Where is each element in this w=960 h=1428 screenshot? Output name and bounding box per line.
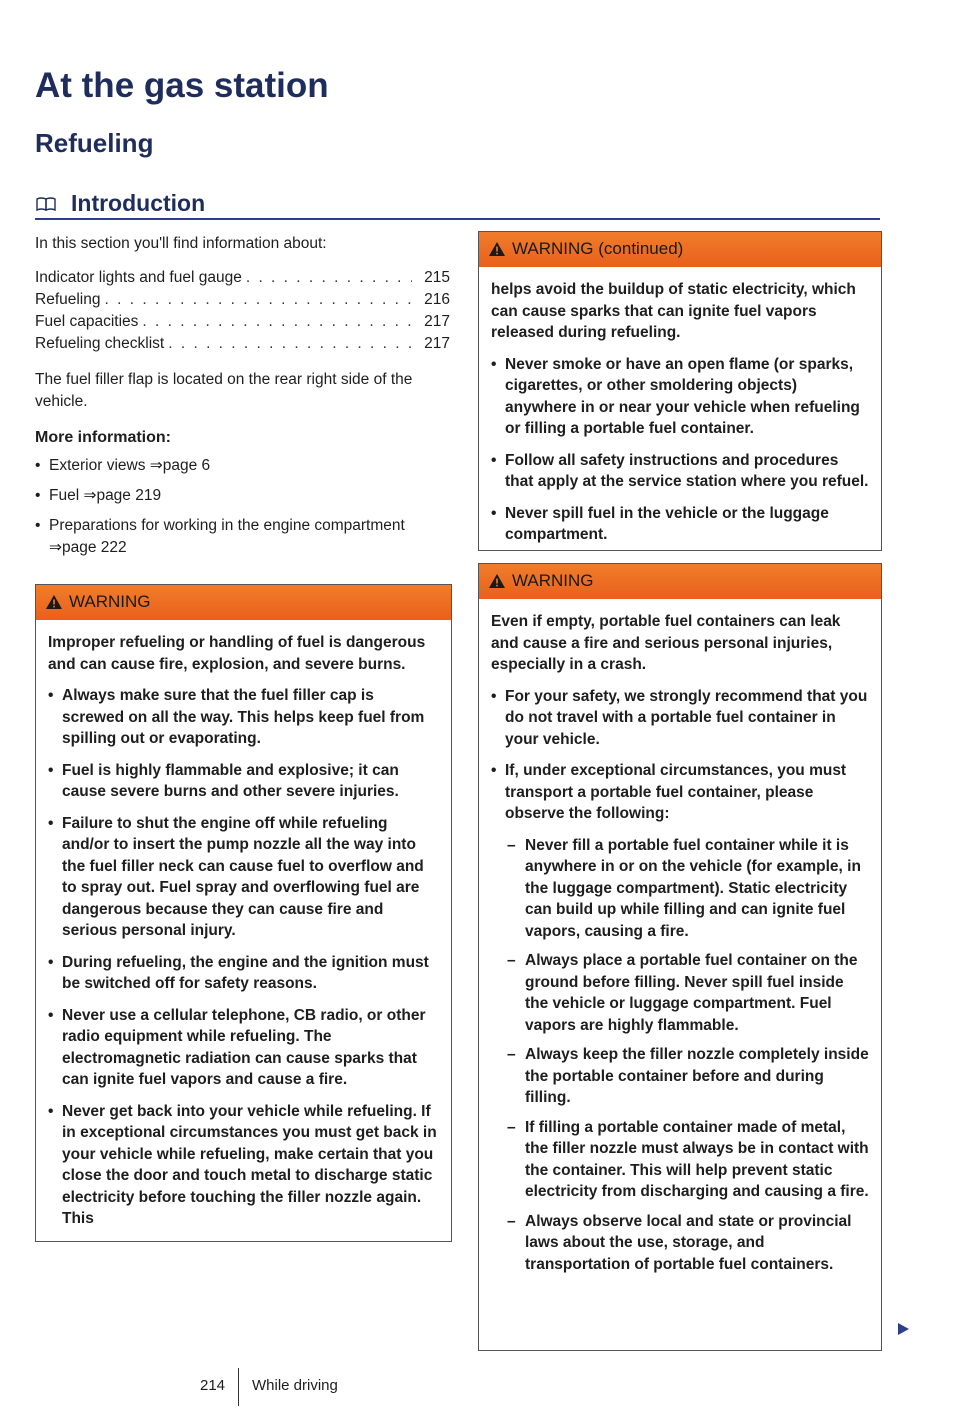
list-item: – If filling a portable container made of metal, the filler nozzle must always be in contact with the container. This will help prevent static electricity from discharging and causing a fire. xyxy=(505,1117,869,1203)
list-item: • Never smoke or have an open flame (or sparks, cigarettes, or other smoldering objects) anywhere in or near your vehicle when refueling or filling a portable fuel container. xyxy=(491,354,869,440)
flap-note: The fuel filler flap is located on the rear right side of the vehicle. xyxy=(35,371,413,410)
warning-lead: helps avoid the buildup of static electricity, which can cause sparks that can ignite fuel vapors released during refueling. xyxy=(491,281,856,341)
warning-box-portable-containers xyxy=(478,563,882,1351)
warning-sublist xyxy=(505,835,869,1276)
toc-item[interactable]: Fuel capacities . . . 217 xyxy=(35,311,450,333)
list-item[interactable]: • Fuel ⇒page 219 xyxy=(35,485,450,507)
warning-list xyxy=(491,686,869,825)
warning-body xyxy=(36,620,451,1248)
list-item: • During refueling, the engine and the ignition must be switched off for safety reasons. xyxy=(48,952,439,995)
list-item: – Never fill a portable fuel container while it is anywhere in or on the vehicle (for example, in the luggage compartment). Static electricity can build up while filling and can ignite fuel vapors, causing a fire. xyxy=(505,835,869,943)
warning-triangle-icon xyxy=(45,594,63,610)
warning-box-continued xyxy=(478,231,882,551)
introduction-heading xyxy=(35,190,880,220)
list-item: • Follow all safety instructions and procedures that apply at the service station where you refuel. xyxy=(491,450,869,493)
warning-list xyxy=(491,354,869,546)
warning-box-refueling xyxy=(35,584,452,1242)
warning-list xyxy=(48,685,439,1230)
introduction-body xyxy=(35,233,450,567)
section-title: Refueling xyxy=(35,128,154,158)
warning-lead: Improper refueling or handling of fuel is dangerous and can cause fire, explosion, and severe burns. xyxy=(48,634,426,673)
list-item: • Always make sure that the fuel filler cap is screwed on all the way. This helps keep fuel from spilling out or evaporating. xyxy=(48,685,439,750)
page-number: 214 xyxy=(200,1377,226,1394)
warning-lead: Even if empty, portable fuel containers can leak and cause a fire and serious personal injuries, especially in a crash. xyxy=(491,613,841,673)
list-item: • Failure to shut the engine off while refueling and/or to insert the pump nozzle all the way into the fuel filler neck can cause fuel to overflow and to spray out. Fuel spray and overflowing fuel are dangerous because they can cause fire and serious personal injury. xyxy=(48,813,439,942)
list-item: • Never use a cellular telephone, CB radio, or other radio equipment while refueling. The electromagnetic radiation can cause sparks that can ignite fuel vapors and cause a fire. xyxy=(48,1005,439,1091)
list-item: – Always place a portable fuel container on the ground before filling. Never spill fuel inside the vehicle or luggage compartment. Fuel vapors are highly flammable. xyxy=(505,950,869,1036)
book-icon xyxy=(36,197,56,211)
warning-body xyxy=(479,599,881,1291)
intro-lead: In this section you'll find information about: xyxy=(35,235,327,252)
list-item: • Never get back into your vehicle while refueling. If in exceptional circumstances you must get back in your vehicle while refueling, make certain that you close the door and touch metal to discharge static electricity before touching the filler nozzle again. This xyxy=(48,1101,439,1230)
warning-label: WARNING xyxy=(69,592,151,611)
page-title: At the gas station xyxy=(35,66,329,105)
list-item: – Always observe local and state or provincial laws about the use, storage, and transportation of portable fuel containers. xyxy=(505,1211,869,1276)
warning-bar xyxy=(479,232,881,267)
list-item[interactable]: • Exterior views ⇒page 6 xyxy=(35,455,450,477)
warning-triangle-icon xyxy=(488,241,506,257)
footer-divider xyxy=(238,1368,239,1406)
toc-list xyxy=(35,267,450,355)
chapter-name: While driving xyxy=(252,1377,338,1394)
toc-item[interactable]: Refueling . . . 216 xyxy=(35,289,450,311)
warning-bar xyxy=(36,585,451,620)
list-item: • For your safety, we strongly recommend that you do not travel with a portable fuel container in your vehicle. xyxy=(491,686,869,751)
list-item: • If, under exceptional circumstances, you must transport a portable fuel container, please observe the following: xyxy=(491,760,869,825)
toc-item[interactable]: Indicator lights and fuel gauge . . . 215 xyxy=(35,267,450,289)
more-information-list xyxy=(35,455,450,559)
warning-label: WARNING xyxy=(512,571,594,590)
toc-item[interactable]: Refueling checklist . . . 217 xyxy=(35,333,450,355)
continue-arrow-icon[interactable] xyxy=(896,1322,910,1336)
list-item: • Never spill fuel in the vehicle or the luggage compartment. xyxy=(491,503,869,546)
page-footer xyxy=(0,1368,960,1408)
list-item[interactable]: • Preparations for working in the engine compartment ⇒page 222 xyxy=(35,515,450,559)
introduction-title: Introduction xyxy=(71,190,206,216)
warning-body xyxy=(479,267,881,564)
warning-label: WARNING (continued) xyxy=(512,239,684,258)
list-item: • Fuel is highly flammable and explosive; it can cause severe burns and other severe injuries. xyxy=(48,760,439,803)
more-information-heading: More information: xyxy=(35,429,171,446)
list-item: – Always keep the filler nozzle completely inside the portable container before and during filling. xyxy=(505,1044,869,1109)
warning-triangle-icon xyxy=(488,573,506,589)
warning-bar xyxy=(479,564,881,599)
